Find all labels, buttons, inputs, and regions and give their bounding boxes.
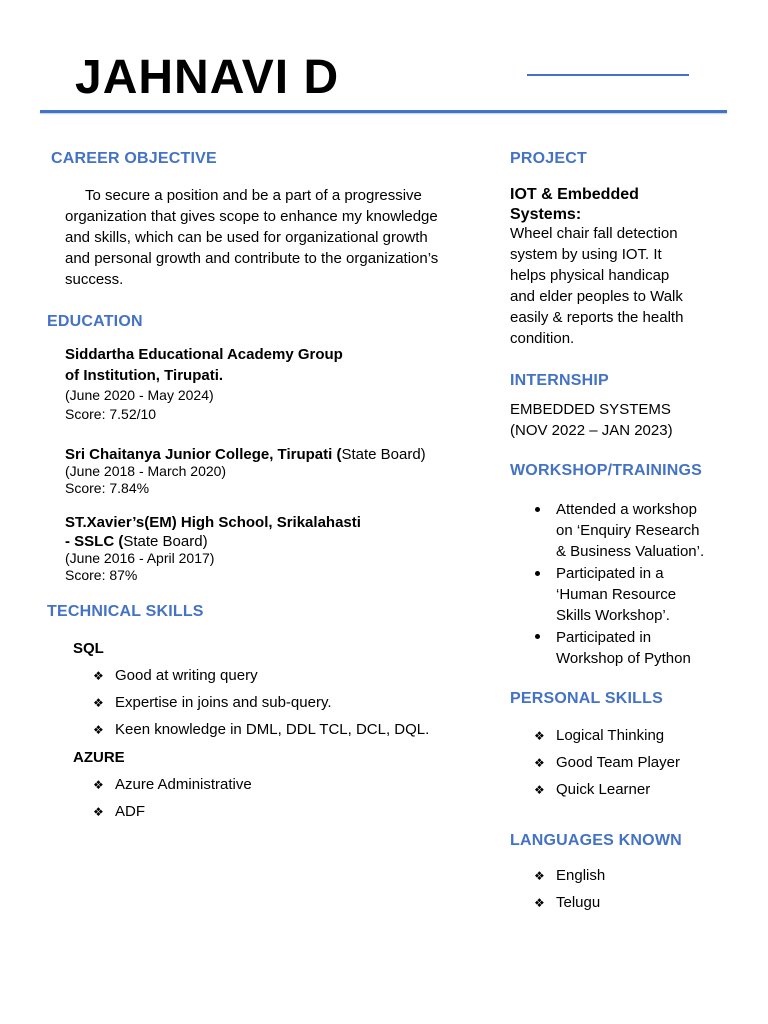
diamond-bullet-icon: ❖ [93,723,104,737]
project-description-line: helps physical handicap [510,267,670,284]
list-item [534,753,680,773]
workshop-line: on ‘Enquiry Research [556,522,700,539]
bullet-dot-icon [535,571,540,576]
list-item [534,780,650,800]
list-item-text: ADF [115,803,145,820]
technical-skills-heading: TECHNICAL SKILLS [47,603,204,620]
list-item-text: Good at writing query [115,667,258,684]
career-objective-line: and personal growth and contribute to the organization’s [65,250,439,267]
workshop-line: Participated in [556,629,652,646]
education-board: State Board) [341,446,426,463]
project-heading: PROJECT [510,150,587,167]
list-item [93,720,429,740]
education-dates: (June 2020 - May 2024) [65,387,214,403]
workshop-line: & Business Valuation’. [556,543,705,560]
list-item-text: Logical Thinking [556,727,665,744]
project-description-line: easily & reports the health [510,309,684,326]
diamond-bullet-icon: ❖ [534,783,545,797]
education-score: Score: 7.52/10 [65,406,157,422]
list-item [93,775,252,795]
diamond-bullet-icon: ❖ [534,869,545,883]
education-dates: (June 2018 - March 2020) [65,463,227,479]
diamond-bullet-icon: ❖ [93,778,104,792]
list-item [93,802,145,822]
header-accent-rule [527,74,689,76]
list-item-text: English [556,867,606,884]
diamond-bullet-icon: ❖ [534,756,545,770]
list-item-text: Quick Learner [556,781,651,798]
list-item [534,726,664,746]
bullet-dot-icon [535,634,540,639]
list-item [93,666,258,686]
skill-group-title: SQL [73,640,104,657]
languages-heading: LANGUAGES KNOWN [510,832,682,849]
diamond-bullet-icon: ❖ [534,896,545,910]
workshop-line: Skills Workshop’. [556,607,670,624]
education-score: Score: 87% [65,567,138,583]
project-description-line: Wheel chair fall detection [510,225,678,242]
list-item-text: Azure Administrative [115,776,252,793]
workshop-line: Workshop of Python [556,650,691,667]
workshop-line: ‘Human Resource [556,586,677,603]
education-institution-name: Sri Chaitanya Junior College, Tirupati ( [65,446,342,463]
career-objective-line: organization that gives scope to enhance my knowledge [65,208,438,225]
project-title: IOT & Embedded [510,186,639,203]
education-score: Score: 7.84% [65,480,150,496]
education-institution: Siddartha Educational Academy Group [65,346,343,363]
project-title: Systems: [510,206,582,223]
workshops-heading: WORKSHOP/TRAININGS [510,462,703,479]
education-institution: of Institution, Tirupati. [65,367,224,384]
list-item-text: Telugu [556,894,601,911]
education-institution [65,444,426,465]
internship-line: EMBEDDED SYSTEMS [510,401,671,418]
diamond-bullet-icon: ❖ [93,696,104,710]
career-objective-heading: CAREER OBJECTIVE [51,150,217,167]
personal-skills-heading: PERSONAL SKILLS [510,690,663,707]
career-objective-line: To secure a position and be a part of a progressive [85,187,422,204]
career-objective-line: success. [65,271,124,288]
bullet-dot-icon [535,507,540,512]
list-item [534,866,605,886]
internship-line: (NOV 2022 – JAN 2023) [510,422,673,439]
header-divider [40,110,727,113]
education-institution-name: - SSLC ( [65,533,124,550]
project-description-line: and elder peoples to Walk [510,288,683,305]
education-heading: EDUCATION [47,313,143,330]
list-item-text: Keen knowledge in DML, DDL TCL, DCL, DQL. [115,721,430,738]
career-objective-line: and skills, which can be used for organizational growth [65,229,428,246]
list-item [534,893,600,913]
project-description-line: condition. [510,330,575,347]
workshop-line: Attended a workshop [556,501,697,518]
candidate-name: JAHNAVI D [75,51,340,104]
internship-heading: INTERNSHIP [510,372,609,389]
list-item-text: Expertise in joins and sub-query. [115,694,332,711]
diamond-bullet-icon: ❖ [534,729,545,743]
workshop-line: Participated in a [556,565,664,582]
list-item [93,693,332,713]
diamond-bullet-icon: ❖ [93,805,104,819]
skill-group-title: AZURE [73,749,125,766]
project-description-line: system by using IOT. It [510,246,662,263]
education-institution [65,531,208,552]
education-board: State Board) [123,533,208,550]
education-institution: ST.Xavier’s(EM) High School, Srikalahasti [65,514,361,531]
diamond-bullet-icon: ❖ [93,669,104,683]
education-dates: (June 2016 - April 2017) [65,550,215,566]
list-item-text: Good Team Player [556,754,680,771]
